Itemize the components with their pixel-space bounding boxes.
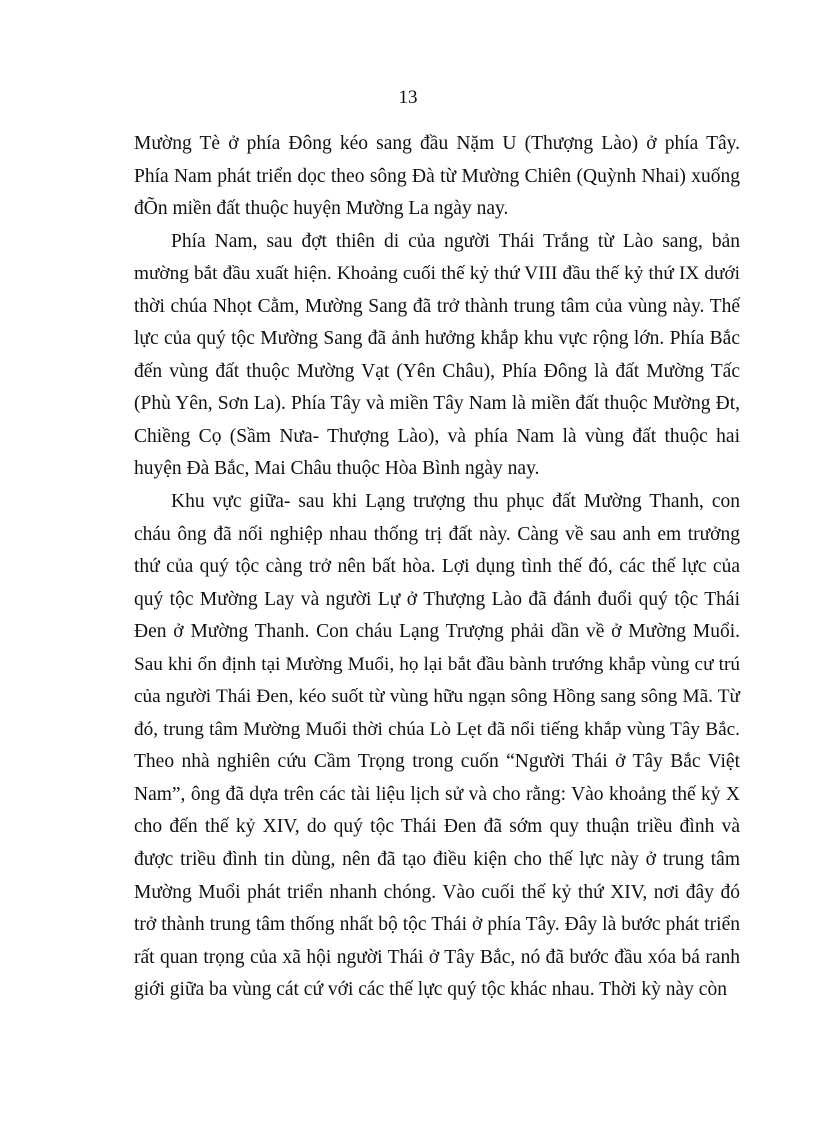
text-line: Khu vực giữa- sau khi Lạng trượng thu phục đất Mường Thanh, con bbox=[171, 491, 740, 513]
text-line: Nam”, ông đã dựa trên các tài liệu lịch sử và cho rằng: Vào khoảng thế kỷ X bbox=[134, 783, 740, 805]
body-text bbox=[134, 128, 740, 1007]
page-number: 13 bbox=[398, 87, 418, 108]
text-line: Mường Tè ở phía Đông kéo sang đầu Nặm U (Thượng Lào) ở phía Tây. bbox=[134, 133, 740, 154]
text-line: (Phù Yên, Sơn La). Phía Tây và miền Tây Nam là miền đất thuộc Mường Đt, bbox=[134, 393, 740, 415]
paragraph bbox=[134, 486, 740, 1007]
text-line: được triều đình tin dùng, nên đã tạo điều kiện cho thế lực này ở trung tâm bbox=[134, 849, 740, 871]
text-line: Phía Nam phát triển dọc theo sông Đà từ Mường Chiên (Quỳnh Nhai) xuống bbox=[134, 165, 740, 187]
text-line: Chiềng Cọ (Sầm Nưa- Thượng Lào), và phía Nam là vùng đất thuộc hai bbox=[134, 425, 740, 447]
text-line: Phía Nam, sau đợt thiên di của người Thái Trắng từ Lào sang, bản bbox=[171, 230, 740, 252]
text-line: thứ của quý tộc càng trở nên bất hòa. Lợi dụng tình thế đó, các thế lực của bbox=[134, 556, 740, 578]
paragraph bbox=[134, 128, 740, 226]
text-line: trở thành trung tâm thống nhất bộ tộc Thái ở phía Tây. Đây là bước phát triển bbox=[134, 914, 740, 936]
text-line: của người Thái Đen, kéo suốt từ vùng hữu ngạn sông Hồng sang sông Mã. Từ bbox=[134, 686, 740, 708]
text-line: lực của quý tộc Mường Sang đã ảnh hưởng khắp khu vực rộng lớn. Phía Bắc bbox=[134, 328, 740, 350]
text-line: huyện Đà Bắc, Mai Châu thuộc Hòa Bình ngày nay. bbox=[134, 458, 540, 480]
text-line: giới giữa ba vùng cát cứ với các thế lực quý tộc khác nhau. Thời kỳ này còn bbox=[134, 979, 727, 1001]
text-line: thời chúa Nhọt Cằm, Mường Sang đã trở thành trung tâm của vùng này. Thế bbox=[134, 295, 740, 317]
text-line: đó, trung tâm Mường Muổi thời chúa Lò Lẹt đã nổi tiếng khắp vùng Tây Bắc. bbox=[134, 718, 740, 740]
text-line: cháu ông đã nối nghiệp nhau thống trị đất này. Càng về sau anh em trưởng bbox=[134, 523, 740, 545]
text-line: Theo nhà nghiên cứu Cầm Trọng trong cuốn “Người Thái ở Tây Bắc Việt bbox=[134, 751, 740, 773]
text-line: đến vùng đất thuộc Mường Vạt (Yên Châu), Phía Đông là đất Mường Tấc bbox=[134, 360, 740, 382]
text-line: Đen ở Mường Thanh. Con cháu Lạng Trượng phải dần về ở Mường Muổi. bbox=[134, 621, 740, 643]
text-line: rất quan trọng của xã hội người Thái ở Tây Bắc, nó đã bước đầu xóa bá ranh bbox=[134, 946, 740, 968]
text-line: cho đến thế kỷ XIV, do quý tộc Thái Đen đã sớm quy thuận triều đình và bbox=[134, 816, 740, 838]
paragraph bbox=[134, 226, 740, 486]
text-line: đÕn miền đất thuộc huyện Mường La ngày nay. bbox=[134, 198, 509, 220]
text-line: Sau khi ổn định tại Mường Muổi, họ lại bắt đầu bành trướng khắp vùng cư trú bbox=[134, 653, 740, 675]
text-line: quý tộc Mường Lay và người Lự ở Thượng Lào đã đánh đuổi quý tộc Thái bbox=[134, 588, 740, 610]
text-line: mường bắt đầu xuất hiện. Khoảng cuối thế kỷ thứ VIII đầu thế kỷ thứ IX dưới bbox=[134, 263, 740, 285]
text-line: Mường Muổi phát triển nhanh chóng. Vào cuối thế kỷ thứ XIV, nơi đây đó bbox=[134, 881, 740, 903]
